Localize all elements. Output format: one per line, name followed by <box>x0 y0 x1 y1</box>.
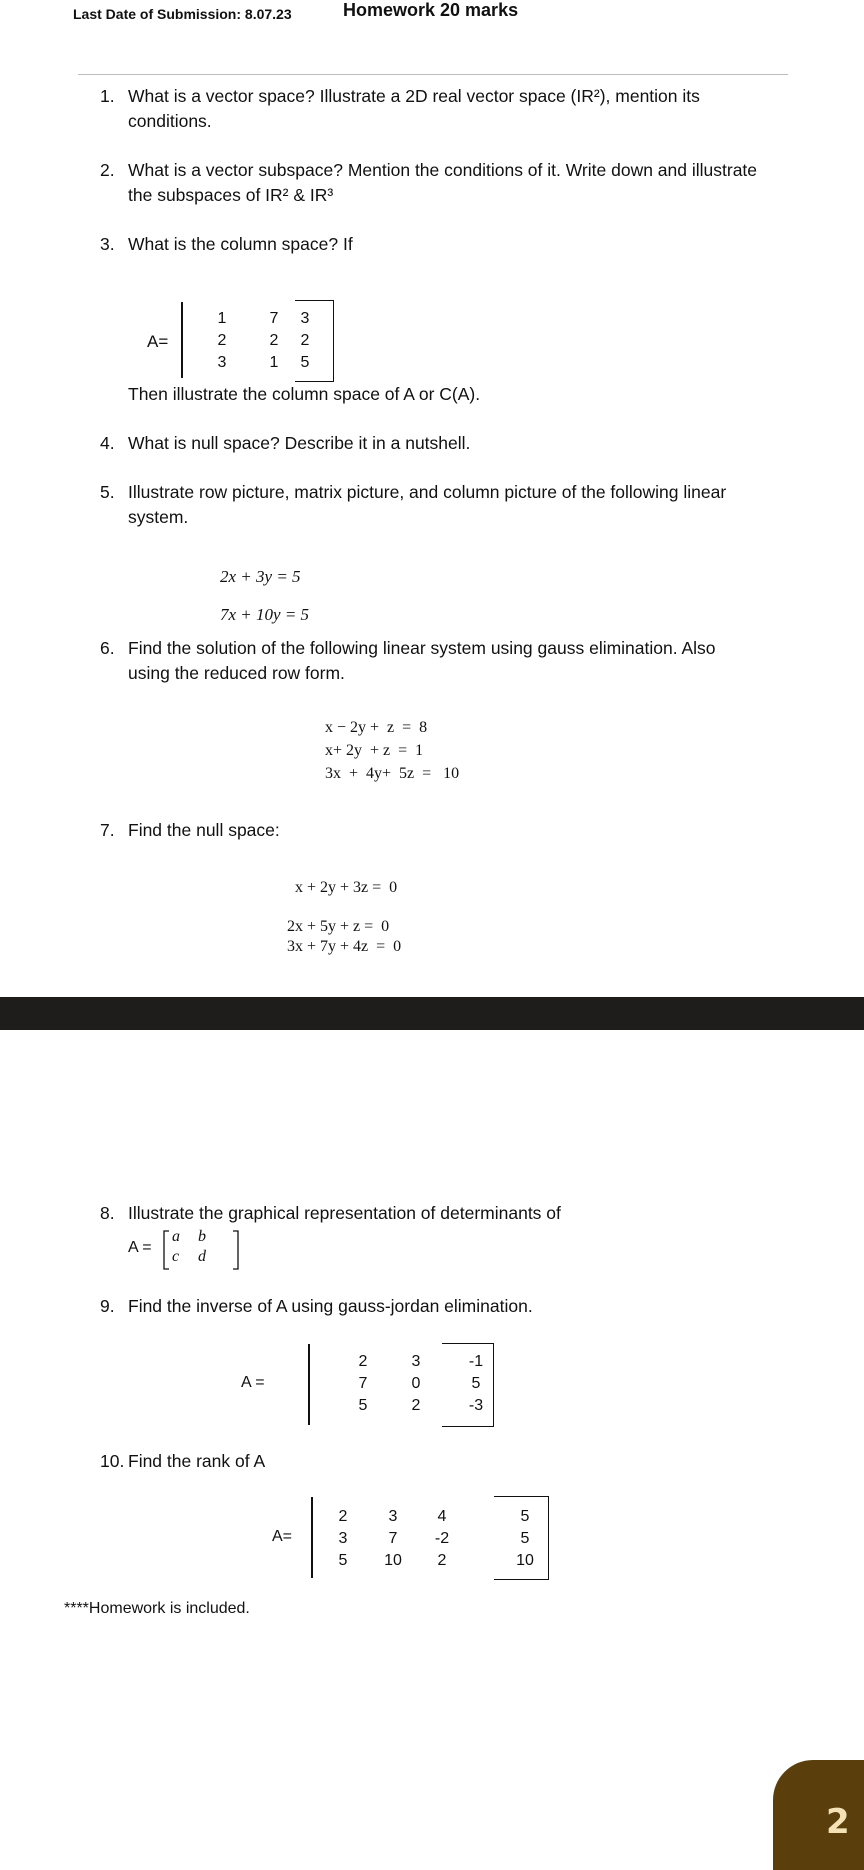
matrix-cell: 5 <box>358 1397 368 1414</box>
question-text: What is the column space? If <box>128 234 353 254</box>
question-text-cont: the subspaces of IR² & IR³ <box>128 185 334 205</box>
badge-glyph: 2 <box>826 1802 850 1842</box>
question-number: 1. <box>100 86 115 106</box>
question-4 <box>100 431 800 456</box>
question-3 <box>100 232 800 257</box>
q7-equation-2: 2x + 5y + z = 0 <box>287 918 390 935</box>
matrix-cell: 3 <box>388 1508 398 1525</box>
question-6 <box>100 636 800 686</box>
matrix-cell: -1 <box>468 1353 484 1370</box>
q9-matrix <box>240 1342 500 1428</box>
question-number: 5. <box>100 482 115 502</box>
matrix-cell: 7 <box>358 1375 368 1392</box>
q5-equation-1: 2x + 3y = 5 <box>220 567 301 586</box>
question-10 <box>100 1449 800 1474</box>
matrix-cell: 2 <box>269 332 279 349</box>
question-text: Illustrate row picture, matrix picture, and column picture of the following linear <box>128 482 727 502</box>
matrix-cell: 2 <box>358 1353 368 1370</box>
matrix-cell: a <box>172 1228 180 1245</box>
matrix-cell: 5 <box>338 1552 348 1569</box>
question-number: 10. <box>100 1451 125 1471</box>
question-number: 8. <box>100 1203 115 1223</box>
matrix-cell: d <box>198 1248 206 1265</box>
matrix-label: A = <box>241 1374 265 1391</box>
page-separator-band <box>0 997 864 1030</box>
matrix-cell: -3 <box>468 1397 484 1414</box>
matrix-cell: 7 <box>269 310 279 327</box>
matrix-cell: 3 <box>338 1530 348 1547</box>
matrix-cell: 5 <box>471 1375 481 1392</box>
q10-matrix <box>270 1495 560 1581</box>
matrix-cell: 3 <box>217 354 227 371</box>
question-text: What is null space? Describe it in a nutshell. <box>128 433 471 453</box>
matrix-cell: 7 <box>388 1530 398 1547</box>
matrix-label: A= <box>272 1528 293 1545</box>
question-number: 7. <box>100 820 115 840</box>
matrix-cell: 2 <box>217 332 227 349</box>
matrix-cell: 1 <box>269 354 279 371</box>
question-text: Find the inverse of A using gauss-jordan elimination. <box>128 1296 533 1316</box>
matrix-left-bar <box>181 302 183 378</box>
matrix-label: A= <box>147 332 169 351</box>
matrix-cell: 3 <box>411 1353 421 1370</box>
matrix-cell: 2 <box>300 332 310 349</box>
question-8 <box>100 1201 800 1226</box>
matrix-cell: b <box>198 1228 206 1245</box>
question-text-cont: conditions. <box>128 111 212 131</box>
question-text: Find the solution of the following linear system using gauss elimination. Also <box>128 638 716 658</box>
matrix-cell: 5 <box>300 354 310 371</box>
matrix-cell: 1 <box>217 310 227 327</box>
matrix-cell: 4 <box>437 1508 447 1525</box>
question-number: 9. <box>100 1296 115 1316</box>
matrix-label: A = <box>128 1239 152 1256</box>
question-2 <box>100 158 860 208</box>
matrix-cell: 5 <box>520 1530 530 1547</box>
corner-badge[interactable] <box>773 1760 864 1870</box>
matrix-cell: 10 <box>516 1552 534 1569</box>
header-divider <box>78 74 788 75</box>
q3-followup: Then illustrate the column space of A or C(A). <box>128 384 481 404</box>
matrix-left-bar <box>308 1344 310 1425</box>
question-text: Illustrate the graphical representation of determinants of <box>128 1203 561 1223</box>
page-title: Homework 20 marks <box>343 0 519 20</box>
question-text: What is a vector subspace? Mention the conditions of it. Write down and illustrate <box>128 160 758 180</box>
matrix-cell: 2 <box>411 1397 421 1414</box>
matrix-left-bar <box>311 1497 313 1578</box>
matrix-cell: -2 <box>434 1530 450 1547</box>
question-5 <box>100 480 800 530</box>
q7-equation-3: 3x + 7y + 4z = 0 <box>287 938 402 955</box>
q3-matrix <box>140 300 360 385</box>
question-text: What is a vector space? Illustrate a 2D real vector space (IR²), mention its <box>128 86 700 106</box>
matrix-cell: c <box>172 1248 180 1265</box>
question-number: 4. <box>100 433 115 453</box>
question-1 <box>100 84 800 134</box>
question-text-cont: using the reduced row form. <box>128 663 345 683</box>
q8-matrix <box>128 1228 248 1272</box>
question-number: 6. <box>100 638 115 658</box>
question-number: 2. <box>100 160 115 180</box>
q6-equation-2: x+ 2y + z = 1 <box>325 742 424 759</box>
matrix-cell: 5 <box>520 1508 530 1525</box>
matrix-cell: 0 <box>411 1375 421 1392</box>
question-text: Find the null space: <box>128 820 280 840</box>
matrix-cell: 10 <box>384 1552 402 1569</box>
question-9 <box>100 1294 800 1319</box>
question-text-cont: system. <box>128 507 189 527</box>
matrix-cell: 2 <box>338 1508 348 1525</box>
question-number: 3. <box>100 234 115 254</box>
question-text: Find the rank of A <box>128 1451 266 1471</box>
q5-equation-2: 7x + 10y = 5 <box>220 605 310 624</box>
q6-equation-1: x − 2y + z = 8 <box>325 719 428 736</box>
q6-equation-3: 3x + 4y+ 5z = 10 <box>325 765 460 782</box>
question-7 <box>100 818 800 843</box>
footer-note: ****Homework is included. <box>64 1600 250 1617</box>
matrix-cell: 2 <box>437 1552 447 1569</box>
q7-equation-1: x + 2y + 3z = 0 <box>295 879 398 896</box>
submission-date: Last Date of Submission: 8.07.23 <box>73 6 292 22</box>
matrix-cell: 3 <box>300 310 310 327</box>
